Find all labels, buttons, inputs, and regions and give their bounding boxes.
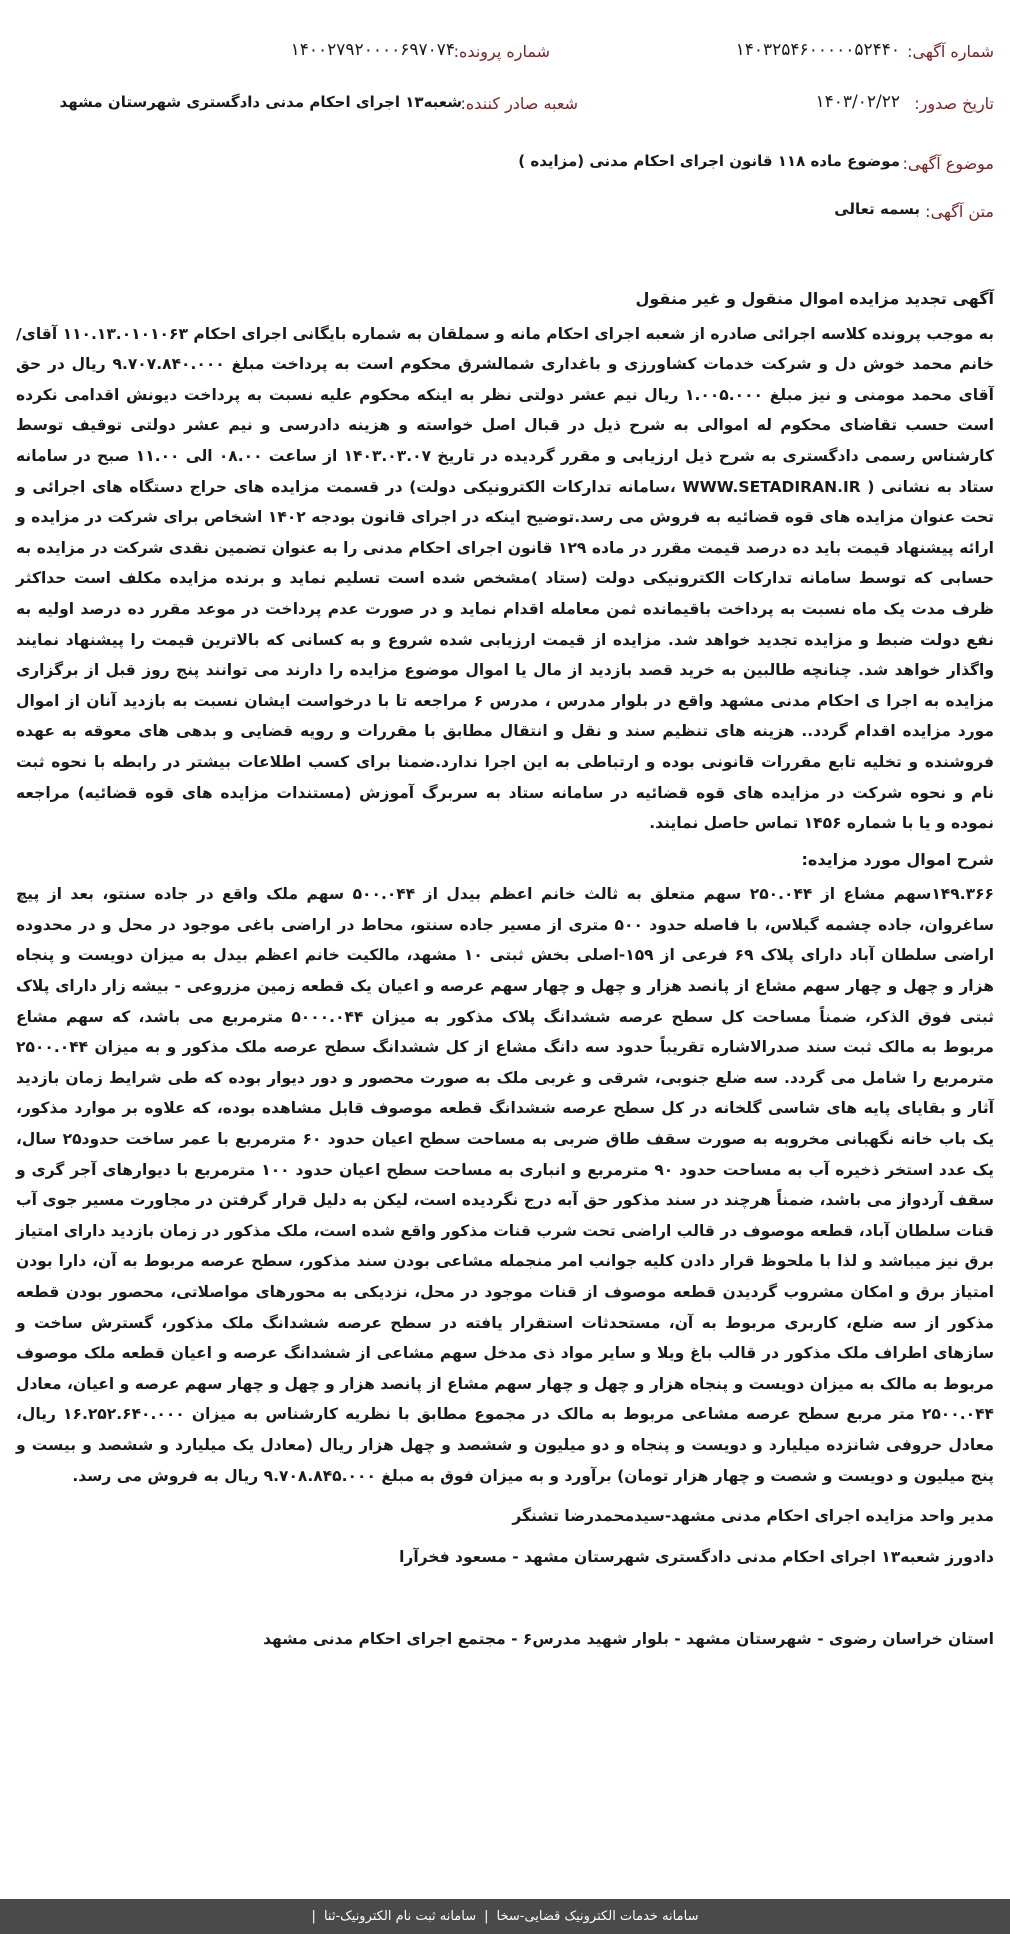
footer-separator-trailing: | xyxy=(311,1909,316,1924)
text-start: بسمه تعالی xyxy=(834,200,920,218)
issuing-branch-label: شعبه صادر کننده: xyxy=(460,94,578,113)
footer-link-sakha[interactable]: سامانه خدمات الکترونیک قضایی-سخا xyxy=(496,1909,699,1924)
footer-separator: | xyxy=(484,1909,489,1924)
ad-number-label: شماره آگهی: xyxy=(907,42,994,61)
address-line: استان خراسان رضوی - شهرستان مشهد - بلوار شهید مدرس۶ - مجتمع اجرای احکام مدنی مشهد xyxy=(263,1630,994,1649)
notice-body xyxy=(16,284,994,1655)
footer-bar xyxy=(0,1899,1010,1934)
issuing-branch: شعبه۱۳ اجرای احکام مدنی دادگستری شهرستان مشهد xyxy=(59,93,462,111)
property-description-title: شرح اموال مورد مزایده: xyxy=(801,849,994,869)
footer-link-sana[interactable]: سامانه ثبت نام الکترونیک-ثنا xyxy=(323,1909,477,1924)
manager-signature: مدیر واحد مزایده اجرای احکام مدنی مشهد-سیدمحمدرضا تشنگر xyxy=(512,1507,994,1526)
subject-label: موضوع آگهی: xyxy=(902,154,994,173)
issue-date: ۱۴۰۳/۰۲/۲۲ xyxy=(815,92,900,112)
notice-paragraph-1: به موجب پرونده کلاسه اجرائی صادره از شعبه اجرای احکام مانه و سملقان به شماره بایگانی اجرای احکام ۱۱۰.۱۳.۰۱۰۱۰۶۳ آقای/خانم محمد خوش دل و شرکت خدمات کشاورزی و باغداری شمالشرق محکوم است به پرداخت مبلغ ۹.۷۰۷.۸۴۰.۰۰۰ ریال در حق آقای محمد مومنی و نیز مبلغ ۱.۰۰۵.۰۰۰ ریال نیم عشر دولتی نظر به اینکه محکوم علیه نسبت به پرداخت دیونش اقدامی نکرده است حسب تقاضای محکوم له اموالی به شرح ذیل در قبال اصل خواسته و هزینه دادرسی و نیم عشر دولتی توقیف توسط کارشناس رسمی دادگستری به شرح ذیل ارزیابی و مقرر گردیده در تاریخ ۱۴۰۳.۰۳.۰۷ از ساعت ۰۸.۰۰ الی ۱۱.۰۰ صبح در سامانه ستاد به نشانی ( WWW.SETADIRAN.IR ،سامانه تدارکات الکترونیکی دولت) در قسمت مزایده های حراج دستگاه های اجرائی و تحت عنوان مزایده های قوه قضائیه به فروش می رسد.توضیح اینکه در اجرای قانون بودجه ۱۴۰۲ اشخاص برای شرکت در مزایده و ارائه پیشنهاد قیمت باید ده درصد قیمت مقرر در ماده ۱۲۹ قانون اجرای احکام مدنی را به عنوان تضمین نقدی شرکت در مزایده به حسابی که توسط سامانه تدارکات الکترونیکی دولت (ستاد )مشخص شده است تسلیم نماید و برنده مزایده مکلف است حداکثر ظرف مدت یک ماه نسبت به پرداخت باقیمانده ثمن معامله اقدام نماید و در صورت عدم پرداخت در موعد مقرر ده درصد اولیه به نفع دولت ضبط و مزایده تجدید خواهد شد. مزایده از قیمت ارزیابی شده شروع و به کسانی که بالاترین قیمت را پیشنهاد نمایند واگذار خواهد شد. چنانچه طالبین به خرید قصد بازدید از مال یا اموال موضوع مزایده را دارند می توانند پنج روز قبل از برگزاری مزایده به اجرا ی احکام مدنی مشهد واقع در بلوار مدرس ، مدرس ۶ مراجعه تا با درخواست ایشان نسبت به بازدید آنان از اموال مورد مزایده اقدام گردد.. هزینه های تنظیم سند و نقل و انتقال مطابق با مقررات و رویه قضایی و بدهی های معوقه به عهده فروشنده و تخلیه تابع مقررات قانونی بوده و ارتباطی به این اجرا ندارد.ضمنا برای کسب اطلاعات بیشتر در رابطه با نحوه ثبت نام و نحوه شرکت در مزایده های قوه قضائیه در سامانه ستاد به سربرگ آموزش (مستندات مزایده های قوه قضائیه) مراجعه نموده و یا با شماره ۱۴۵۶ تماس حاصل نمایند. xyxy=(16,324,994,833)
notice-title: آگهی تجدید مزایده اموال منقول و غیر منقول xyxy=(635,289,994,308)
subject: موضوع ماده ۱۱۸ قانون اجرای احکام مدنی (مزایده ) xyxy=(518,152,900,170)
notice-paragraph-2: ۱۴۹.۳۶۶سهم مشاع از ۲۵۰.۰۴۴ سهم متعلق به ثالث خانم اعظم بیدل از ۵۰۰.۰۴۴ سهم ملک واقع در جاده سنتو، بعد از پیچ ساغروان، جاده چشمه گیلاس، با فاصله حدود ۵۰۰ متری از مسیر جاده سنتو، محاط در اراضی باغی موجود در محل و در محدوده اراضی سلطان آباد دارای پلاک ۶۹ فرعی از ۱۵۹-اصلی بخش ثبتی ۱۰ مشهد، مالکیت خانم اعظم بیدل به میزان دویست و پنجاه هزار و چهل و چهار سهم مشاع از پانصد هزار و چهل و چهار سهم عرصه و اعیان یک قطعه زمین مزروعی - بیشه زار دارای پلاک ثبتی فوق الذکر، ضمناً مساحت کل سطح عرصه ششدانگ پلاک مذکور به میزان ۵۰۰۰.۰۴۴ مترمربع می باشد، که سهم مشاع مربوط به مالک ثبت سند صدرالاشاره تقریباً حدود سه دانگ مشاع از کل ششدانگ سطح عرصه ملک مذکور و به میزان ۲۵۰۰.۰۴۴ مترمربع را شامل می گردد. سه ضلع جنوبی، شرقی و غربی ملک به صورت محصور و دور دیوار بوده که طی شرایط زمان بازدید آثار و بقایای پایه های شاسی گلخانه در کل سطح عرصه ششدانگ قطعه موصوف قابل مشاهده بوده، که علاوه بر موارد مذکور، یک باب خانه نگهبانی مخروبه به صورت سقف طاق ضربی به مساحت سطح اعیان حدود ۶۰ مترمربع با عمر ساخت حدود۲۵ سال، یک عدد استخر ذخیره آب به مساحت حدود ۹۰ مترمربع و انباری به مساحت سطح اعیان حدود ۱۰۰ مترمربع با دیوارهای آجر گری و سقف آردواز می باشد، ضمناً هرچند در سند مذکور حق آبه درج نگردیده است، لیکن به دلیل قرار گرفتن در مجاورت مسیر جوی آب قنات سلطان آباد، قطعه موصوف در قالب اراضی تحت شرب قنات مذکور واقع شده است، ملک مذکور در زمان بازدید دارای امتیاز برق نیز میباشد و لذا با ملحوظ قرار دادن کلیه جوانب امر منجمله مشاعی بودن سند مذکور، سطح عرصه مربوط به آن، دارا بودن امتیاز برق و امکان مشروب گردیدن قطعه موصوف از قنات موجود در محل، نزدیکی به محورهای مواصلاتی، محصور بودن قطعه مذکور از سه ضلع، کاربری مربوط به آن، مستحدثات استقرار یافته در سطح عرصه ششدانگ ملک مذکور، گسترش ساخت و سازهای اطراف ملک مذکور در قالب باغ ویلا و سایر مواد ذی مدخل سهم مشاعی از ششدانگ عرصه و اعیان قطعه ملک موصوف مربوط به مالک به میزان دویست و پنجاه هزار و چهل و چهار سهم مشاع از پانصد هزار و چهل و چهار سهم عرصه و اعیان، معادل ۲۵۰۰.۰۴۴ متر مربع سطح عرصه مشاعی مربوط به مالک در مجموع مطابق با نظریه کارشناس به میزان ۱۶.۲۵۲.۶۴۰.۰۰۰ ریال، معادل حروفی شانزده میلیارد و دویست و پنجاه و دو میلیون و ششصد و چهل هزار ریال (معادل یک میلیارد و ششصد و بیست و پنج میلیون و دویست و شصت و چهار هزار تومان) برآورد و به میزان فوق به مبلغ ۹.۷۰۸.۸۴۵.۰۰۰ ریال به فروش می رسد. xyxy=(16,885,995,1485)
issue-date-label: تاریخ صدور: xyxy=(914,94,994,113)
ad-number: ۱۴۰۳۲۵۴۶۰۰۰۰۰۵۲۴۴۰ xyxy=(735,40,900,60)
file-number: ۱۴۰۰۲۷۹۲۰۰۰۰۶۹۷۰۷۴ xyxy=(290,40,455,60)
text-label: متن آگهی: xyxy=(925,202,994,221)
file-number-label: شماره پرونده: xyxy=(453,42,550,61)
clerk-signature: دادورز شعبه۱۳ اجرای احکام مدنی دادگستری شهرستان مشهد - مسعود فخرآرا xyxy=(399,1547,994,1566)
